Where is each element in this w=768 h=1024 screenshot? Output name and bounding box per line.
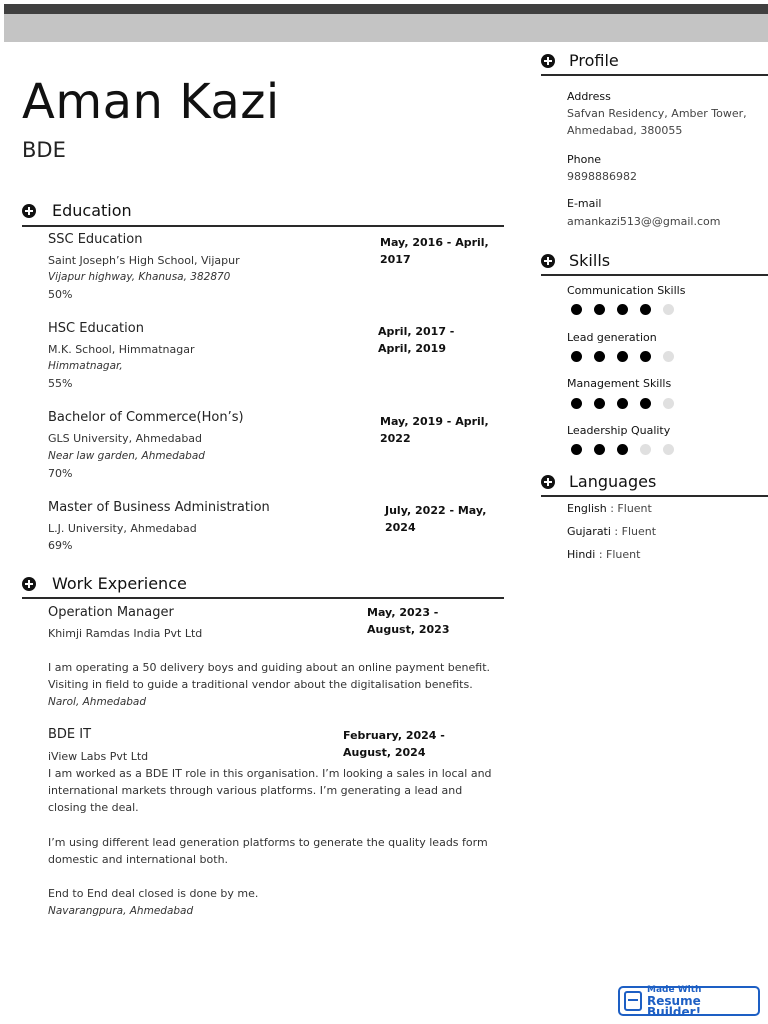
language-name: English <box>567 502 607 515</box>
job-company: Khimji Ramdas India Pvt Ltd <box>48 627 203 640</box>
rating-dot-filled <box>617 444 628 455</box>
work-title: Work Experience <box>52 574 187 593</box>
job-location: Narol, Ahmedabad <box>48 696 147 708</box>
education-entry-title: HSC Education <box>48 321 144 336</box>
skill-rating <box>571 351 674 362</box>
skills-title: Skills <box>569 251 611 270</box>
education-entry-dates: May, 2016 - April, 2017 <box>380 236 489 266</box>
rating-dot-filled <box>571 398 582 409</box>
rating-dot-filled <box>617 398 628 409</box>
plus-circle-icon <box>541 475 555 489</box>
education-entry-location: Himmatnagar, <box>48 360 123 372</box>
job-title: Operation Manager <box>48 605 174 620</box>
language-name: Hindi <box>567 548 596 561</box>
job-description: I’m using different lead generation platforms to generate the quality leads form domestic and international both. <box>48 836 488 866</box>
candidate-name: Aman Kazi <box>22 74 280 130</box>
job-dates: May, 2023 - August, 2023 <box>367 606 450 636</box>
language-item <box>567 525 656 538</box>
education-entry-score: 50% <box>48 288 73 301</box>
job-description: I am worked as a BDE IT role in this organisation. I’m looking a sales in local and international markets through various platforms. I’m generating a lead and closing the deal. <box>48 767 492 814</box>
made-with-badge[interactable] <box>618 984 760 1019</box>
job-description: I am operating a 50 delivery boys and guiding about an online payment benefit. Visiting in field to guide a traditional vendor about the digitalisation benefits. <box>48 661 491 691</box>
job-title: BDE IT <box>48 727 92 742</box>
phone-value: 9898886982 <box>567 170 637 183</box>
rating-dot-empty <box>663 444 674 455</box>
education-entry-title: Bachelor of Commerce(Hon’s) <box>48 410 244 425</box>
education-entry-institute: L.J. University, Ahmedabad <box>48 522 197 535</box>
skill-name: Lead generation <box>567 331 657 344</box>
top-grey-bar <box>4 14 768 42</box>
candidate-role: BDE <box>22 138 66 162</box>
languages-heading <box>541 472 656 491</box>
rating-dot-filled <box>594 304 605 315</box>
job-location: Navarangpura, Ahmedabad <box>48 905 194 917</box>
education-entry-institute: M.K. School, Himmatnagar <box>48 343 195 356</box>
education-entry-location: Near law garden, Ahmedabad <box>48 450 205 462</box>
rating-dot-filled <box>594 398 605 409</box>
plus-circle-icon <box>22 577 36 591</box>
skills-rule <box>541 274 768 276</box>
languages-rule <box>541 495 768 497</box>
plus-circle-icon <box>22 204 36 218</box>
skill-rating <box>571 304 674 315</box>
education-entry-score: 55% <box>48 377 73 390</box>
education-entry-dates: May, 2019 - April, 2022 <box>380 415 489 445</box>
language-level: : Fluent <box>595 548 641 561</box>
phone-label: Phone <box>567 153 602 166</box>
job-company: iView Labs Pvt Ltd <box>48 750 149 763</box>
rating-dot-filled <box>594 444 605 455</box>
education-entry-score: 70% <box>48 467 73 480</box>
language-item <box>567 502 652 515</box>
language-name: Gujarati <box>567 525 611 538</box>
rating-dot-empty <box>640 444 651 455</box>
address-value: Safvan Residency, Amber Tower, Ahmedabad, 380055 <box>567 107 747 137</box>
plus-circle-icon <box>541 254 555 268</box>
badge-line2: Resume Builder! <box>647 993 702 1019</box>
education-rule <box>22 225 504 227</box>
language-level: : Fluent <box>606 502 652 515</box>
education-entry-location: Vijapur highway, Khanusa, 382870 <box>48 271 231 283</box>
work-heading <box>22 574 187 593</box>
languages-title: Languages <box>569 472 657 491</box>
skill-name: Management Skills <box>567 377 672 390</box>
education-title: Education <box>52 201 132 220</box>
top-dark-bar <box>4 4 768 14</box>
education-entry-title: Master of Business Administration <box>48 500 270 515</box>
job-dates: February, 2024 - August, 2024 <box>343 729 445 759</box>
plus-circle-icon <box>541 54 555 68</box>
rating-dot-filled <box>571 444 582 455</box>
rating-dot-filled <box>640 304 651 315</box>
education-entry-score: 69% <box>48 539 73 552</box>
education-heading <box>22 201 132 220</box>
skill-name: Leadership Quality <box>567 424 671 437</box>
education-entry-institute: GLS University, Ahmedabad <box>48 432 203 445</box>
resume-icon <box>624 991 642 1011</box>
profile-rule <box>541 74 768 76</box>
skill-rating <box>571 444 674 455</box>
rating-dot-filled <box>571 304 582 315</box>
badge-line1: Made With <box>647 984 702 995</box>
job-description: End to End deal closed is done by me. <box>48 887 259 900</box>
work-rule <box>22 597 504 599</box>
rating-dot-empty <box>663 351 674 362</box>
education-entry-dates: April, 2017 - April, 2019 <box>378 325 455 355</box>
rating-dot-filled <box>640 351 651 362</box>
rating-dot-filled <box>594 351 605 362</box>
education-entry-dates: July, 2022 - May, 2024 <box>385 504 487 534</box>
skills-heading <box>541 251 610 270</box>
rating-dot-empty <box>663 398 674 409</box>
education-entry-institute: Saint Joseph’s High School, Vijapur <box>48 254 240 267</box>
language-level: : Fluent <box>610 525 657 538</box>
rating-dot-filled <box>617 304 628 315</box>
rating-dot-empty <box>663 304 674 315</box>
language-item <box>567 548 640 561</box>
rating-dot-filled <box>617 351 628 362</box>
profile-heading <box>541 51 619 70</box>
rating-dot-filled <box>640 398 651 409</box>
email-label: E-mail <box>567 197 602 210</box>
email-value: amankazi513@@gmail.com <box>567 215 721 228</box>
skill-rating <box>571 398 674 409</box>
education-entry-title: SSC Education <box>48 232 143 247</box>
rating-dot-filled <box>571 351 582 362</box>
address-label: Address <box>567 90 611 103</box>
profile-title: Profile <box>569 51 619 70</box>
skill-name: Communication Skills <box>567 284 686 297</box>
